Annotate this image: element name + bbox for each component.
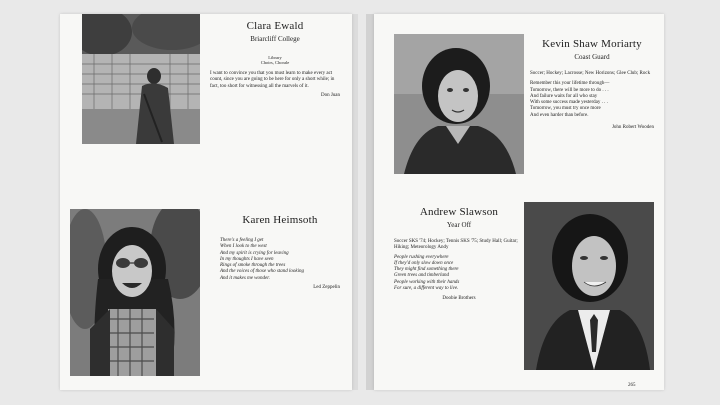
karen-heimsoth-entry [220, 214, 340, 290]
student-destination: Year Off [446, 221, 472, 229]
quote-line: And even harder than before. [530, 112, 589, 118]
quote-line: They might find something there [394, 267, 459, 273]
clara-ewald-photo [82, 14, 200, 144]
student-name: Karen Heimsoth [242, 214, 318, 226]
quote-line: Tomorrow, there will be more to do . . . [530, 87, 609, 93]
page-number: 265 [628, 383, 636, 388]
student-activities: Library Choirs, Chorale [260, 55, 290, 65]
karen-heimsoth-photo [70, 209, 200, 376]
quote-line: And the voices of those who stand looking [220, 269, 305, 275]
kevin-shaw-moriarty-entry [530, 38, 654, 130]
student-destination: Briarcliff College [250, 35, 300, 43]
quote-line: When I look to the west [220, 244, 267, 250]
quote-line: And my spirit is crying for leaving [220, 250, 289, 256]
student-name: Clara Ewald [246, 20, 304, 32]
page-spine-left [352, 14, 358, 390]
quote-line: With some success made yesterday . . . [530, 100, 608, 106]
quote-line: People rushing everywhere [394, 254, 449, 260]
student-quote: I want to convince you that you must learn to make every act count, since you are going to be here for only a short while; in fact, too short for witnessing all the marvels of it. [210, 71, 335, 89]
quote-line: People working with their hands [394, 279, 460, 285]
student-quote [394, 255, 524, 293]
left-page [60, 14, 352, 390]
andrew-slawson-photo [524, 202, 654, 370]
quote-line: For sure, a different way to live. [394, 286, 459, 292]
student-quote [530, 81, 654, 119]
quote-attribution: Don Juan [320, 92, 340, 98]
student-activities: Soccer; Hockey; Lacrosse; New Horizons; Glee Club; Rock [530, 71, 651, 76]
andrew-slawson-entry [394, 206, 524, 301]
page-spine-right [366, 14, 374, 390]
quote-line: If they'd only slow down once [394, 260, 454, 266]
quote-attribution: John Robert Wooden [611, 125, 654, 131]
student-destination: Coast Guard [574, 53, 610, 61]
quote-line: And failure waits for all who stay [530, 93, 598, 99]
clara-ewald-entry [210, 20, 340, 98]
quote-line: There's a feeling I get [220, 238, 264, 243]
quote-line: Green trees and timberland [394, 273, 450, 279]
student-name: Kevin Shaw Moriarty [542, 38, 642, 50]
student-quote [220, 238, 340, 282]
quote-line: In my thoughts I have seen [220, 256, 274, 262]
quote-line: Rings of smoke through the trees [220, 263, 286, 269]
quote-line: Remember this your lifetime through— [530, 81, 610, 87]
kevin-shaw-moriarty-photo [394, 34, 524, 174]
right-page [374, 14, 664, 390]
quote-attribution: Doobie Brothers [442, 296, 476, 302]
student-name: Andrew Slawson [419, 206, 499, 218]
quote-attribution: Led Zeppelin [313, 285, 340, 291]
student-activities: Soccer SKS '74; Hockey; Tennis SKS '75; Study Hall; Guitar; Hiking; Meteorology Andy [394, 239, 518, 251]
quote-line: And it makes me wonder. [220, 275, 270, 281]
quote-line: Tomorrow, you must try once more [530, 106, 601, 112]
